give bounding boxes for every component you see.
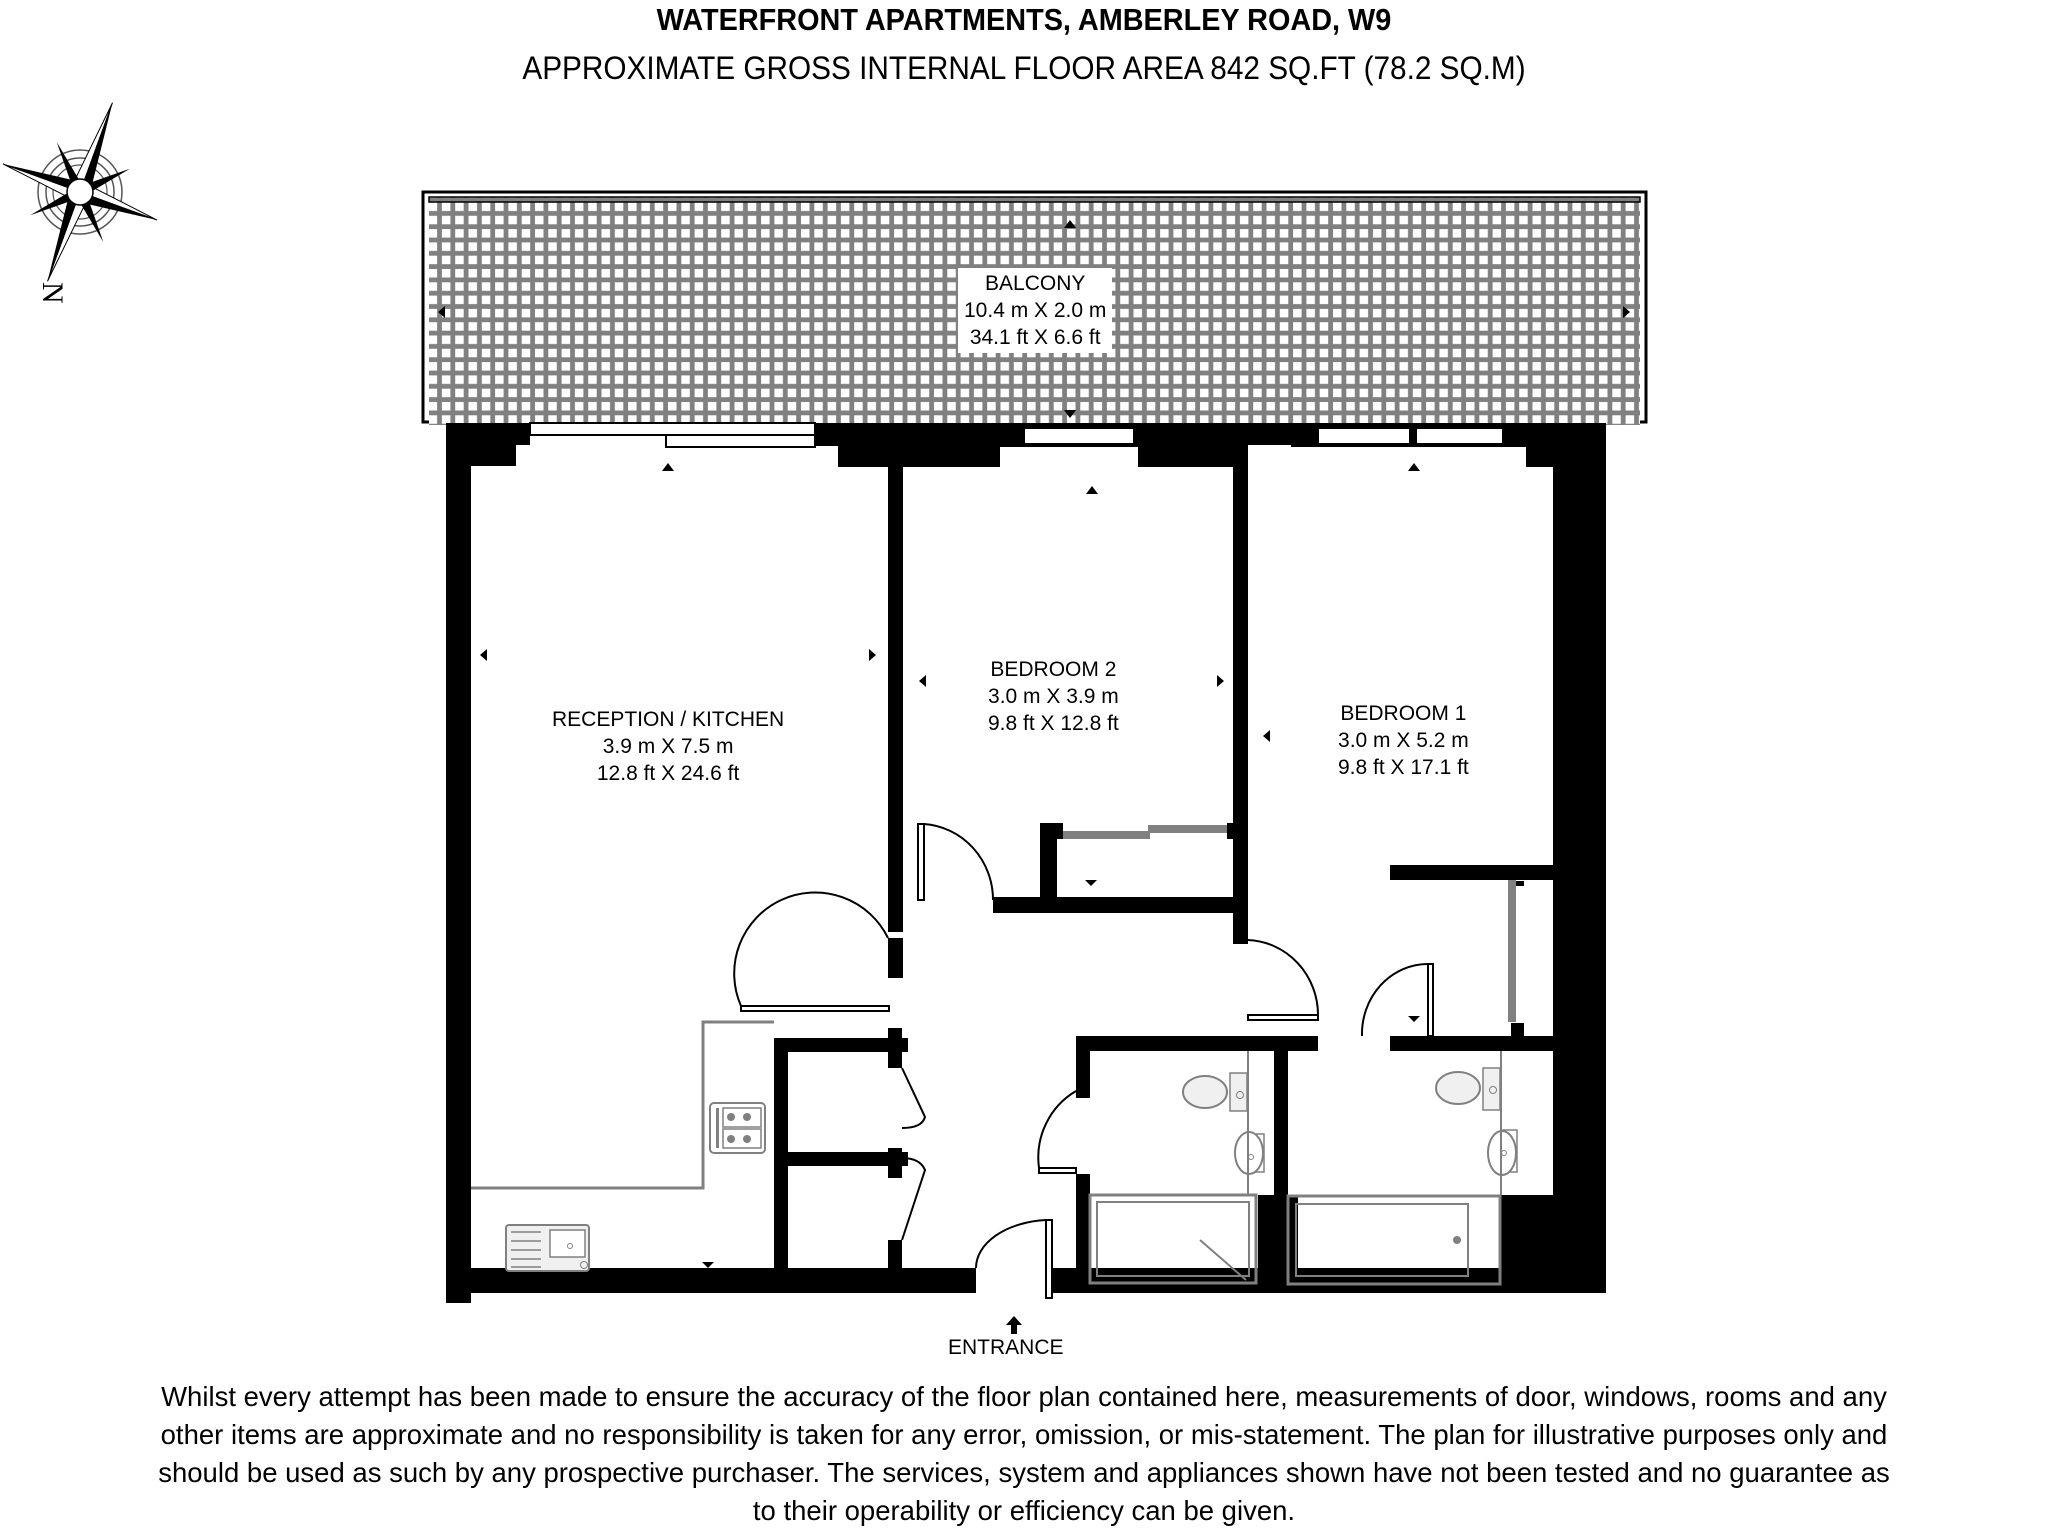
- disclaimer-line: should be used as such by any prospective purchaser. The services, system and appliances shown have not been tested and no guarantee as: [158, 1457, 1890, 1488]
- entrance-label: ENTRANCE: [948, 1336, 1064, 1359]
- basin-icon: [1235, 1132, 1264, 1174]
- walls: [446, 423, 1606, 1303]
- room-name: RECEPTION / KITCHEN: [552, 708, 785, 731]
- disclaimer-line: to their operability or efficiency can be given.: [752, 1495, 1296, 1526]
- room-dimensions-metric: 3.9 m X 7.5 m: [602, 735, 734, 758]
- floor-area-subtitle: APPROXIMATE GROSS INTERNAL FLOOR AREA 842 SQ.FT (78.2 SQ.M): [522, 50, 1526, 86]
- room-label-bedroom-1: [1338, 700, 1469, 781]
- room-name: BEDROOM 2: [990, 658, 1117, 681]
- room-dimensions-imperial: 9.8 ft X 12.8 ft: [988, 712, 1119, 735]
- disclaimer-line: Whilst every attempt has been made to ensure the accuracy of the floor plan contained here, measurements of door, windows, rooms and any: [161, 1381, 1887, 1412]
- disclaimer: [0, 1378, 2048, 1530]
- hob-icon: [710, 1103, 765, 1153]
- toilet-icon: [1436, 1068, 1500, 1110]
- room-dimensions-metric: 3.0 m X 5.2 m: [1338, 729, 1469, 752]
- north-label: N: [36, 282, 69, 304]
- room-dimensions-metric: 10.4 m X 2.0 m: [964, 299, 1107, 322]
- toilet-icon: [1183, 1073, 1247, 1111]
- room-name: BALCONY: [985, 272, 1086, 295]
- room-name: BEDROOM 1: [1340, 702, 1467, 725]
- room-dimensions-imperial: 9.8 ft X 17.1 ft: [1338, 756, 1469, 779]
- page-title: WATERFRONT APARTMENTS, AMBERLEY ROAD, W9: [656, 2, 1392, 37]
- room-label-balcony: [958, 268, 1112, 353]
- disclaimer-line: other items are approximate and no responsibility is taken for any error, omission, or mis-statement. The plan for illustrative purposes only and: [160, 1419, 1888, 1450]
- room-label-bedroom-2: [988, 656, 1119, 737]
- arrow-up-icon: [1006, 1316, 1022, 1334]
- room-label-reception-kitchen: [552, 706, 784, 787]
- room-dimensions-imperial: 34.1 ft X 6.6 ft: [969, 326, 1101, 349]
- basin-icon: [1488, 1130, 1517, 1175]
- room-dimensions-imperial: 12.8 ft X 24.6 ft: [596, 762, 740, 785]
- room-dimensions-metric: 3.0 m X 3.9 m: [988, 685, 1119, 708]
- sink-icon: [506, 1225, 589, 1271]
